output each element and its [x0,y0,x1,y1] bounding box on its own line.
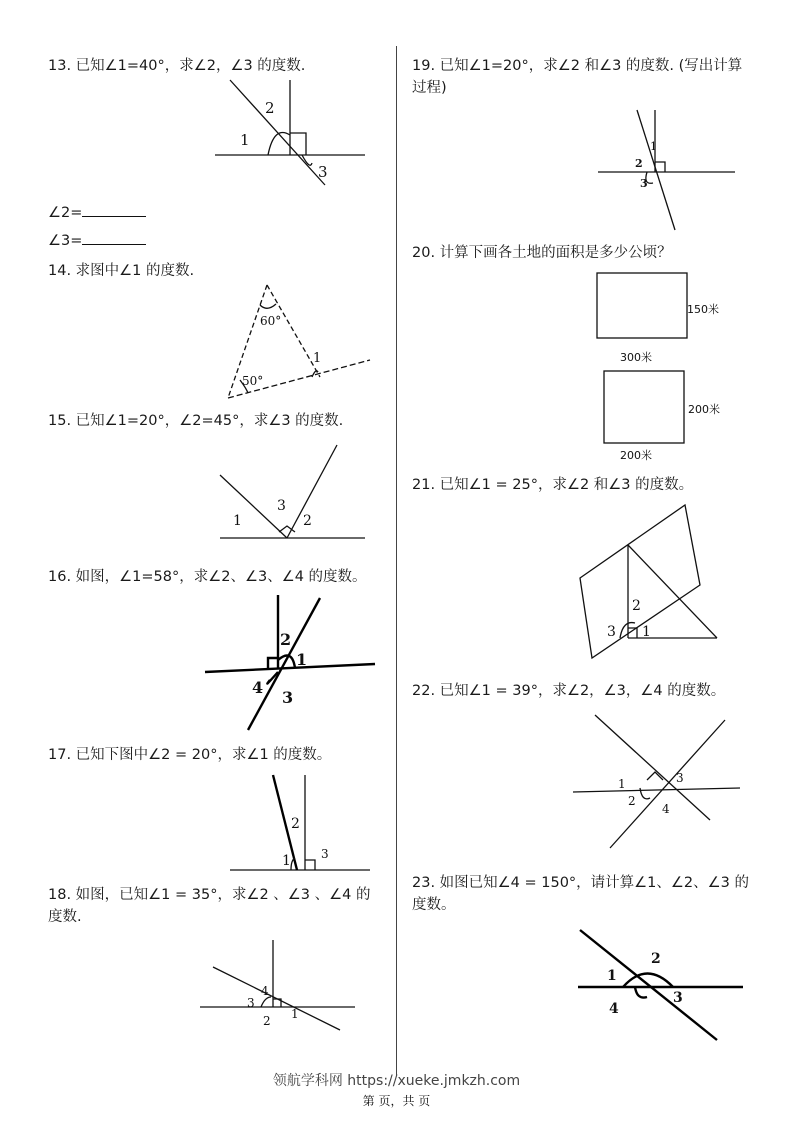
rect1-height-label: 150米 [687,303,719,316]
figure-17 [225,770,375,875]
fig22-label-4: 4 [662,802,670,816]
fig18-label-1: 1 [291,1007,299,1021]
column-divider [396,46,397,1076]
figure-23 [575,925,745,1045]
fig15-label-2: 2 [303,513,312,529]
page-number: 第 页，共 页 [362,1094,431,1108]
fig16-label-2: 2 [280,630,292,649]
figure-19 [595,105,740,235]
figure-15 [215,440,375,545]
fig16-label-1: 1 [296,650,308,669]
fig18-label-2: 2 [263,1014,271,1028]
fig21-label-1: 1 [642,624,651,640]
figure-16 [200,590,380,735]
rectangle-land [597,273,687,338]
fig16-label-4: 4 [252,678,264,697]
fig14-label-50: 50° [242,374,264,388]
fig13-label-3: 3 [318,163,328,181]
fig19-label-2: 2 [635,157,643,170]
question-15: 15. 已知∠1=20°，∠2=45°，求∠3 的度数. [48,413,344,429]
fig13-label-2: 2 [265,99,275,117]
figure-13 [210,75,370,190]
figure-14 [220,280,380,405]
fig23-label-3: 3 [673,990,683,1006]
rect2-width-label: 200米 [620,449,652,462]
fig15-label-3: 3 [277,498,286,514]
question-17: 17. 已知下图中∠2 = 20°，求∠1 的度数。 [48,747,332,763]
question-19: 19. 已知∠1=20°，求∠2 和∠3 的度数. (写出计算过程) [412,58,743,96]
fig19-label-3: 3 [640,177,648,190]
figure-21 [575,500,725,665]
square-land [604,371,684,443]
rect2-height-label: 200米 [688,403,720,416]
answer-3-line[interactable]: ∠3= [48,230,146,252]
question-18: 18. 如图，已知∠1 = 35°，求∠2 、∠3 、∠4 的度数. [48,887,371,925]
question-22: 22. 已知∠1 = 39°，求∠2，∠3，∠4 的度数。 [412,683,726,699]
fig15-label-1: 1 [233,513,242,529]
fig23-label-2: 2 [651,951,661,967]
fig13-label-1: 1 [240,131,250,149]
question-23: 23. 如图已知∠4 = 150°，请计算∠1、∠2、∠3 的度数。 [412,875,749,913]
question-14: 14. 求图中∠1 的度数. [48,263,195,279]
footer-site: 领航学科网 https://xueke.jmkzh.com [272,1073,521,1089]
fig19-label-1: 1 [650,140,657,153]
fig14-label-60: 60° [260,314,282,328]
fig18-label-3: 3 [247,996,255,1010]
fig16-label-3: 3 [282,688,294,707]
fig17-label-3: 3 [321,847,329,861]
fig22-label-3: 3 [676,771,684,785]
question-20: 20. 计算下画各土地的面积是多少公顷？ [412,245,672,261]
fig17-label-2: 2 [291,816,300,832]
fig23-label-1: 1 [607,968,617,984]
question-16: 16. 如图，∠1=58°，求∠2、∠3、∠4 的度数。 [48,569,367,585]
fig22-label-1: 1 [618,777,626,791]
fig23-label-4: 4 [609,1001,619,1017]
figure-22 [570,710,745,855]
answer-2-line[interactable]: ∠2= [48,202,146,224]
fig18-label-4: 4 [261,984,269,998]
question-13: 13. 已知∠1=40°，求∠2，∠3 的度数. [48,58,306,74]
fig17-label-1: 1 [282,853,291,869]
figure-20 [590,268,740,468]
fig14-label-1: 1 [313,351,322,366]
rect1-width-label: 300米 [620,351,652,364]
figure-18 [195,935,360,1035]
fig21-label-3: 3 [607,624,616,640]
fig22-label-2: 2 [628,794,636,808]
fig21-label-2: 2 [632,598,641,614]
question-21: 21. 已知∠1 = 25°，求∠2 和∠3 的度数。 [412,477,694,493]
